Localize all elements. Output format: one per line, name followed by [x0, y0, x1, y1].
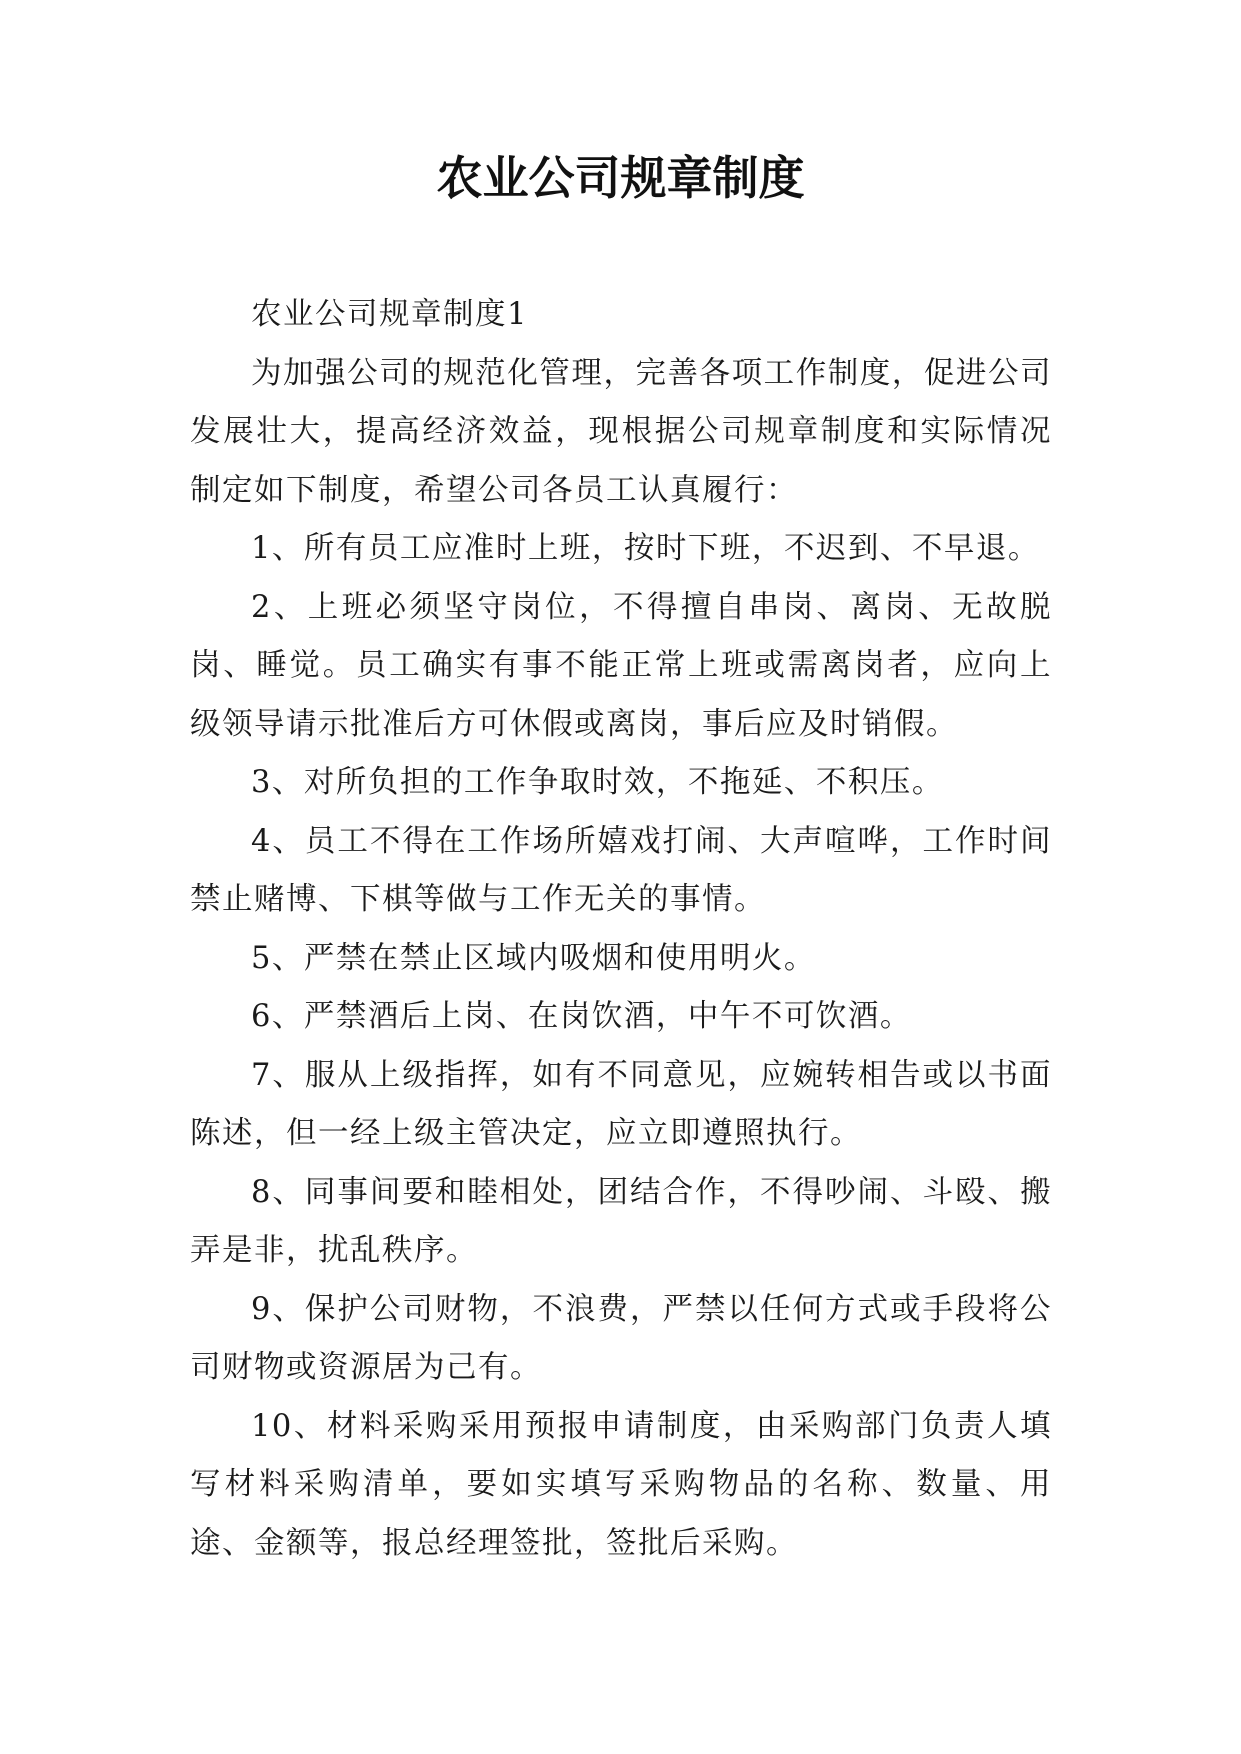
rule-item-7: 7、服从上级指挥，如有不同意见，应婉转相告或以书面陈述，但一经上级主管决定，应立即遵照执行。 [190, 1057, 1052, 1151]
rule-item-9: 9、保护公司财物，不浪费，严禁以任何方式或手段将公司财物或资源居为己有。 [190, 1291, 1052, 1385]
rule-item-6: 6、严禁酒后上岗、在岗饮酒，中午不可饮酒。 [251, 999, 912, 1034]
section-heading: 农业公司规章制度1 [251, 297, 528, 332]
rule-item-8: 8、同事间要和睦相处，团结合作，不得吵闹、斗殴、搬弄是非，扰乱秩序。 [190, 1174, 1052, 1268]
rule-item-5: 5、严禁在禁止区域内吸烟和使用明火。 [251, 940, 816, 976]
rule-item-4: 4、员工不得在工作场所嬉戏打闹、大声喧哗，工作时间禁止赌博、下棋等做与工作无关的事情。 [190, 823, 1052, 917]
document-body [190, 286, 1052, 1573]
intro-paragraph: 为加强公司的规范化管理，完善各项工作制度，促进公司发展壮大，提高经济效益，现根据公司规章制度和实际情况制定如下制度，希望公司各员工认真履行： [190, 355, 1052, 508]
rule-item-3: 3、对所负担的工作争取时效，不拖延、不积压。 [251, 765, 944, 800]
rule-item-1: 1、所有员工应准时上班，按时下班，不迟到、不早退。 [251, 531, 1040, 566]
document-title: 农业公司规章制度 [436, 151, 805, 205]
rule-item-10: 10、材料采购采用预报申请制度，由采购部门负责人填写材料采购清单，要如实填写采购物品的名称、数量、用途、金额等，报总经理签批，签批后采购。 [190, 1408, 1052, 1561]
rule-item-2: 2、上班必须坚守岗位，不得擅自串岗、离岗、无故脱岗、睡觉。员工确实有事不能正常上班或需离岗者，应向上级领导请示批准后方可休假或离岗，事后应及时销假。 [190, 589, 1052, 742]
